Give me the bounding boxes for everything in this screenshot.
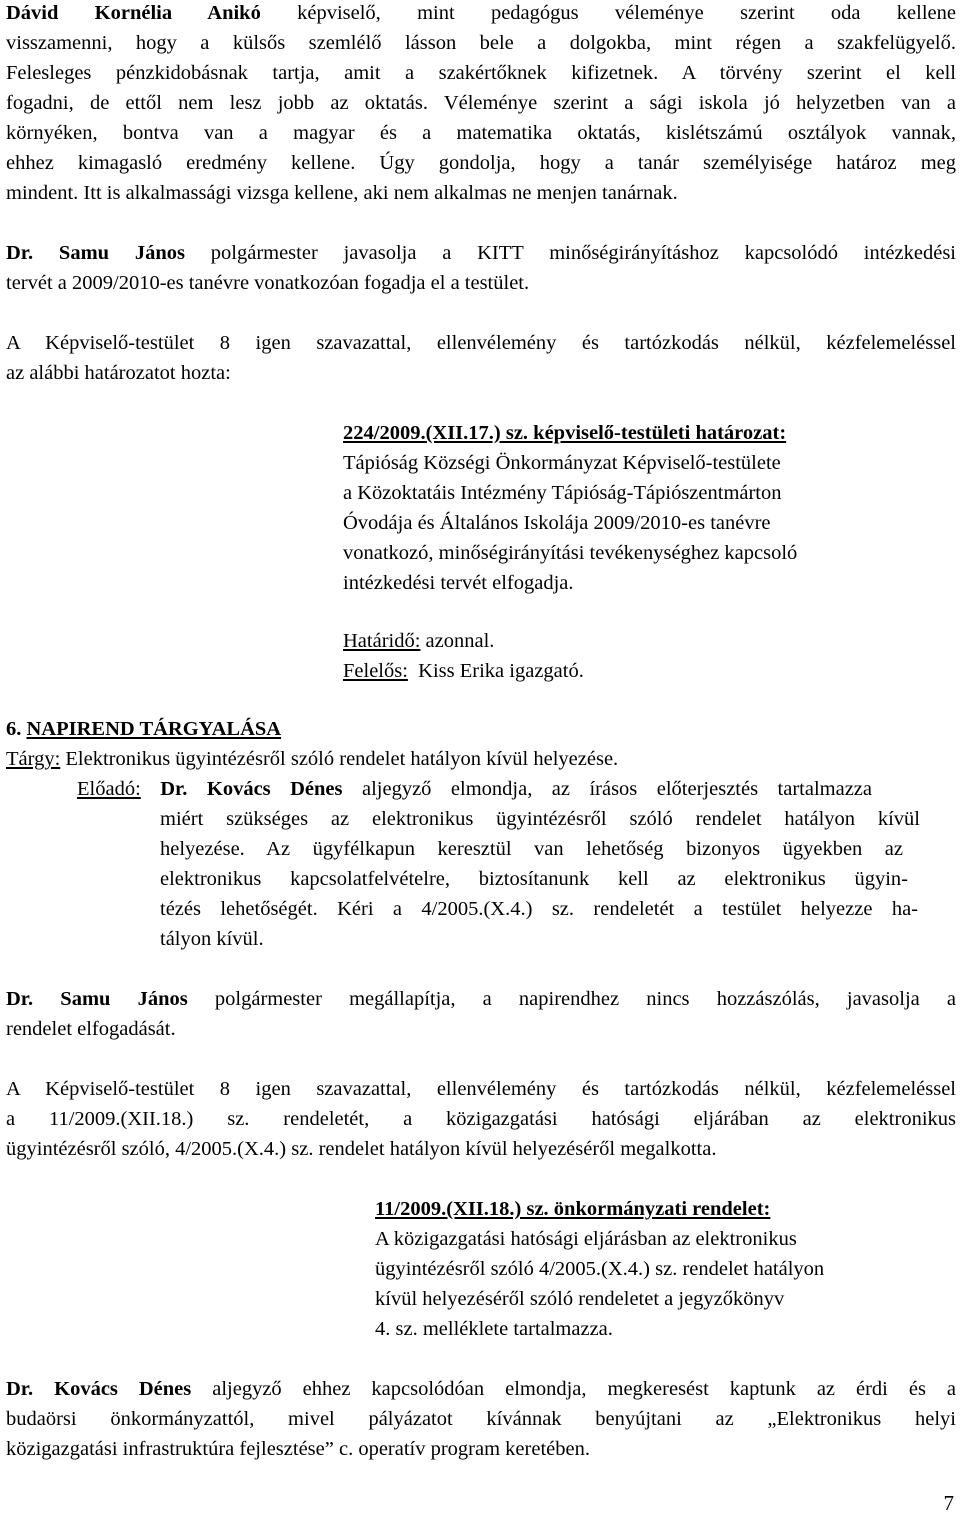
paragraph-line	[6, 984, 956, 1014]
paragraph-line	[6, 0, 956, 28]
deadline-label: Határidő:	[343, 630, 421, 652]
subject-text: Elektronikus ügyintézésről szóló rendelet hatályon kívül helyezése.	[60, 748, 619, 770]
paragraph-line	[6, 1374, 956, 1404]
responsible-value: Kiss Erika igazgató.	[407, 660, 584, 682]
presenter-label: Előadó:	[77, 778, 141, 800]
text-span: polgármester megállapítja, a napirendhez nincs hozzászólás, javasolja a	[187, 988, 956, 1010]
presenter-name: Dr. Kovács Dénes	[160, 778, 343, 800]
deadline-value: azonnal.	[420, 630, 495, 652]
paragraph-line: ehhez kimagasló eredmény kellene. Úgy gondolja, hogy a tanár személyisége határoz meg	[6, 152, 956, 174]
presenter-line: elektronikus kapcsolatfelvételre, biztosítanunk kell az elektronikus ügyin-	[160, 868, 908, 890]
text-span: aljegyző ehhez kapcsolódóan elmondja, megkeresést kaptunk az érdi és a	[191, 1378, 956, 1400]
paragraph-line: környéken, bontva van a magyar és a matematika oktatás, kislétszámú osztályok vannak,	[6, 122, 956, 144]
resolution-line: Tápióság Községi Önkormányzat Képviselő-testülete	[343, 452, 781, 474]
paragraph-line: budaörsi önkormányzattól, mivel pályázatot kívánnak benyújtani az „Elektronikus helyi	[6, 1408, 956, 1430]
responsible-label: Felelős:	[343, 660, 408, 682]
decree-line: ügyintézésről szóló 4/2005.(X.4.) sz. rendelet hatályon	[375, 1258, 825, 1280]
paragraph-line: tervét a 2009/2010-es tanévre vonatkozóan fogadja el a testület.	[6, 272, 530, 294]
resolution-title: 224/2009.(XII.17.) sz. képviselő-testületi határozat:	[343, 422, 787, 444]
subject-label: Tárgy:	[6, 748, 61, 770]
speaker-name: Dávid Kornélia Anikó	[6, 2, 261, 24]
speaker-name: Dr. Samu János	[6, 242, 185, 264]
agenda-number: 6.	[6, 718, 22, 740]
paragraph-line: A Képviselő-testület 8 igen szavazattal, ellenvélemény és tartózkodás nélkül, kézfelemeléssel	[6, 332, 956, 354]
presenter-line: helyezése. Az ügyfélkapun keresztül van lehetőség bizonyos ügyekben az	[160, 838, 903, 860]
decree-line: 4. sz. melléklete tartalmazza.	[375, 1318, 613, 1340]
agenda-heading	[6, 714, 281, 744]
paragraph-line: ügyintézésről szóló, 4/2005.(X.4.) sz. rendelet hatályon kívül helyezéséről megalkotta.	[6, 1138, 717, 1160]
text-span: képviselő, mint pedagógus véleménye szerint oda kellene	[260, 2, 956, 24]
decree-title: 11/2009.(XII.18.) sz. önkormányzati rendelet:	[375, 1198, 771, 1220]
decree-line: kívül helyezéséről szóló rendeletet a jegyzőkönyv	[375, 1288, 785, 1310]
presenter-line: tályon kívül.	[160, 928, 264, 950]
presenter-line: tézés lehetőségét. Kéri a 4/2005.(X.4.) sz. rendeletét a testület helyezze ha-	[160, 898, 918, 920]
paragraph-line: visszamenni, hogy a külsős szemlélő lásson bele a dolgokba, mint régen a szakfelügyelő.	[6, 32, 956, 54]
page-number: 7	[943, 1491, 954, 1515]
presenter-line	[77, 774, 872, 804]
paragraph-line: az alábbi határozatot hozta:	[6, 362, 231, 384]
paragraph-line: Felesleges pénzkidobásnak tartja, amit a szakértőknek kifizetnek. A törvény szerint el kell	[6, 62, 956, 84]
resolution-line: Óvodája és Általános Iskolája 2009/2010-es tanévre	[343, 512, 771, 534]
agenda-subject	[6, 744, 618, 774]
resolution-line: intézkedési tervét elfogadja.	[343, 572, 574, 594]
resolution-line: a Közoktatáis Intézmény Tápióság-Tápiószentmárton	[343, 482, 782, 504]
text-span: polgármester javasolja a KITT minőségirányításhoz kapcsolódó intézkedési	[184, 242, 956, 264]
decree-line: A közigazgatási hatósági eljárásban az elektronikus	[375, 1228, 797, 1250]
paragraph-line	[6, 238, 956, 268]
resolution-line: vonatkozó, minőségirányítási tevékenységhez kapcsoló	[343, 542, 798, 564]
presenter-line: miért szükséges az elektronikus ügyintézésről szóló rendelet hatályon kívül	[160, 808, 920, 830]
paragraph-line: a 11/2009.(XII.18.) sz. rendeletét, a közigazgatási hatósági eljárában az elektronikus	[6, 1108, 956, 1130]
text-span: aljegyző elmondja, az írásos előterjesztés tartalmazza	[342, 778, 873, 800]
paragraph-line: fogadni, de ettől nem lesz jobb az oktatás. Véleménye szerint a sági iskola jó helyzetben van a	[6, 92, 956, 114]
speaker-name: Dr. Kovács Dénes	[6, 1378, 192, 1400]
speaker-name: Dr. Samu János	[6, 988, 188, 1010]
paragraph-line: mindent. Itt is alkalmassági vizsga kellene, aki nem alkalmas ne menjen tanárnak.	[6, 182, 678, 204]
paragraph-line: A Képviselő-testület 8 igen szavazattal, ellenvélemény és tartózkodás nélkül, kézfelemeléssel	[6, 1078, 956, 1100]
resolution-deadline	[343, 626, 494, 656]
resolution-responsible	[343, 656, 584, 686]
paragraph-line: közigazgatási infrastruktúra fejlesztése” c. operatív program keretében.	[6, 1438, 590, 1460]
paragraph-line: rendelet elfogadását.	[6, 1018, 176, 1040]
agenda-title: NAPIREND TÁRGYALÁSA	[26, 718, 282, 740]
